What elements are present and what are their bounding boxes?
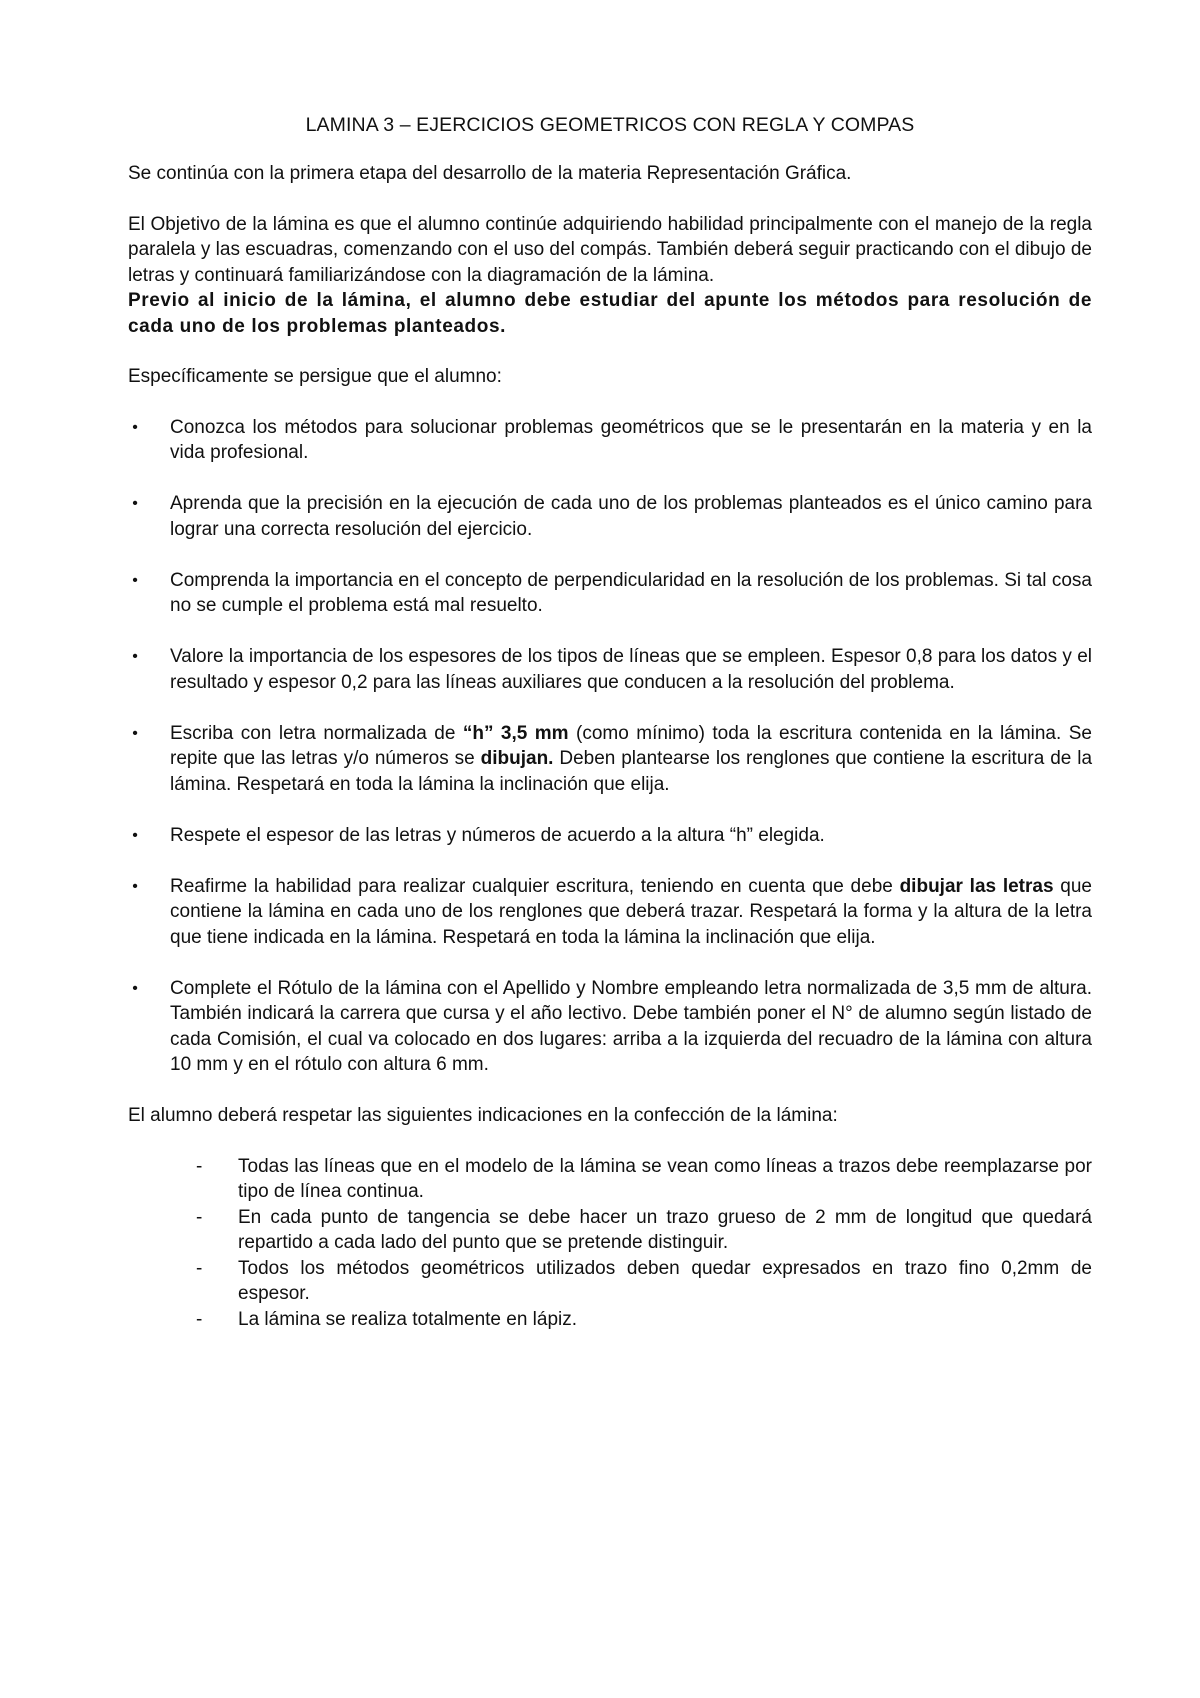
spacer <box>128 339 1092 364</box>
list-item <box>196 1256 1092 1307</box>
bullet-icon: • <box>132 495 138 512</box>
list-item <box>128 415 1092 466</box>
dash-icon: - <box>196 1308 203 1330</box>
bullet-icon: • <box>132 826 138 844</box>
bullet-icon: • <box>132 571 138 589</box>
list-item-text: Comprenda la importancia en el concepto de perpendicularidad en la resolución de los problemas. Si tal cosa no se cumple el problema está mal resuelto. <box>170 569 1092 616</box>
list-item <box>128 823 1092 849</box>
document-title: LAMINA 3 – EJERCICIOS GEOMETRICOS CON REGLA Y COMPAS <box>305 114 915 136</box>
bullet-icon: • <box>132 648 138 665</box>
spacer <box>128 1129 1092 1154</box>
spacer <box>128 187 1092 212</box>
bullet-icon: • <box>132 877 138 895</box>
bullet-icon: • <box>132 979 138 997</box>
bullet-icon: • <box>132 418 138 436</box>
dash-icon: - <box>196 1257 203 1279</box>
list-item <box>128 644 1092 695</box>
list-item-text: Complete el Rótulo de la lámina con el Apellido y Nombre empleando letra normalizada de 3,5 mm de altura. También indicará la carrera que cursa y el año lectivo. Debe también poner el N° de alumno según listado de cada Comisión, el cual va colocado en dos lugares: arriba a la izquierda del recuadro de la lámina con altura 10 mm y en el rótulo con altura 6 mm. <box>170 977 1092 1075</box>
list-item-text: Respete el espesor de las letras y números de acuerdo a la altura “h” elegida. <box>170 824 825 846</box>
previo-paragraph: Previo al inicio de la lámina, el alumno debe estudiar del apunte los métodos para resolución de cada uno de los problemas planteados. <box>128 290 1092 337</box>
especificamente-paragraph: Específicamente se persigue que el alumno: <box>128 366 502 387</box>
list-item-text-part: que contiene la lámina en cada uno de los renglones que deberá trazar. Respetará la forma y la altura de la letra que tiene indicada en la lámina. Respetará en toda la lámina la inclinación que elija. <box>170 875 1093 948</box>
list-item <box>128 491 1092 542</box>
dash-icon: - <box>196 1155 203 1177</box>
list-item-text-part: Reafirme la habilidad para realizar cualquier escritura, teniendo en cuenta que debe <box>170 875 900 897</box>
bold-text: “h” 3,5 mm <box>462 722 569 744</box>
list-item <box>128 976 1092 1078</box>
objectives-list <box>128 415 1092 1078</box>
bold-text: dibujar las letras <box>899 875 1054 897</box>
list-item-text: Aprenda que la precisión en la ejecución de cada uno de los problemas planteados es el único camino para lograr una correcta resolución del ejercicio. <box>170 493 1092 540</box>
list-item <box>128 721 1092 798</box>
list-item-text-part: Deben plantearse los renglones que contiene la escritura de la lámina. Respetará en toda la lámina la inclinación que elija. <box>170 748 1093 795</box>
bold-text: dibujan. <box>480 748 554 769</box>
objective-paragraph: El Objetivo de la lámina es que el alumno continúe adquiriendo habilidad principalmente con el manejo de la regla paralela y las escuadras, comenzando con el uso del compás. También deberá seguir practicando con el dibujo de letras y continuará familiarizándose con la diagramación de la lámina. <box>128 213 1092 286</box>
spacer <box>128 390 1092 415</box>
bullet-icon: • <box>132 724 138 742</box>
document-page <box>128 114 1092 1332</box>
list-item-text-part: (como mínimo) toda la escritura contenida en la lámina. Se repite que las letras y/o números se <box>170 722 1092 769</box>
list-item-text: Todos los métodos geométricos utilizados deben quedar expresados en trazo fino 0,2mm de espesor. <box>238 1257 1092 1304</box>
list-item-text: Conozca los métodos para solucionar problemas geométricos que se le presentarán en la materia y en la vida profesional. <box>170 416 1092 463</box>
indicaciones-list <box>128 1154 1092 1333</box>
list-item-text: En cada punto de tangencia se debe hacer un trazo grueso de 2 mm de longitud que quedará repartido a cada lado del punto que se pretende distinguir. <box>238 1206 1092 1253</box>
list-item-text: Valore la importancia de los espesores de los tipos de líneas que se empleen. Espesor 0,8 para los datos y el resultado y espesor 0,2 para las líneas auxiliares que conducen a la resolución del problema. <box>170 646 1092 693</box>
indicaciones-intro: El alumno deberá respetar las siguientes indicaciones en la confección de la lámina: <box>128 1105 838 1126</box>
intro-paragraph: Se continúa con la primera etapa del desarrollo de la materia Representación Gráfica. <box>128 163 852 184</box>
list-item <box>196 1307 1092 1333</box>
list-item-text-part: Escriba con letra normalizada de <box>170 722 463 744</box>
list-item-text: Todas las líneas que en el modelo de la lámina se vean como líneas a trazos debe reemplazarse por tipo de línea continua. <box>238 1155 1092 1202</box>
list-item <box>128 568 1092 619</box>
list-item <box>196 1154 1092 1205</box>
list-item <box>196 1205 1092 1256</box>
list-item-text: La lámina se realiza totalmente en lápiz. <box>238 1308 578 1330</box>
dash-icon: - <box>196 1206 203 1228</box>
list-item <box>128 874 1092 951</box>
